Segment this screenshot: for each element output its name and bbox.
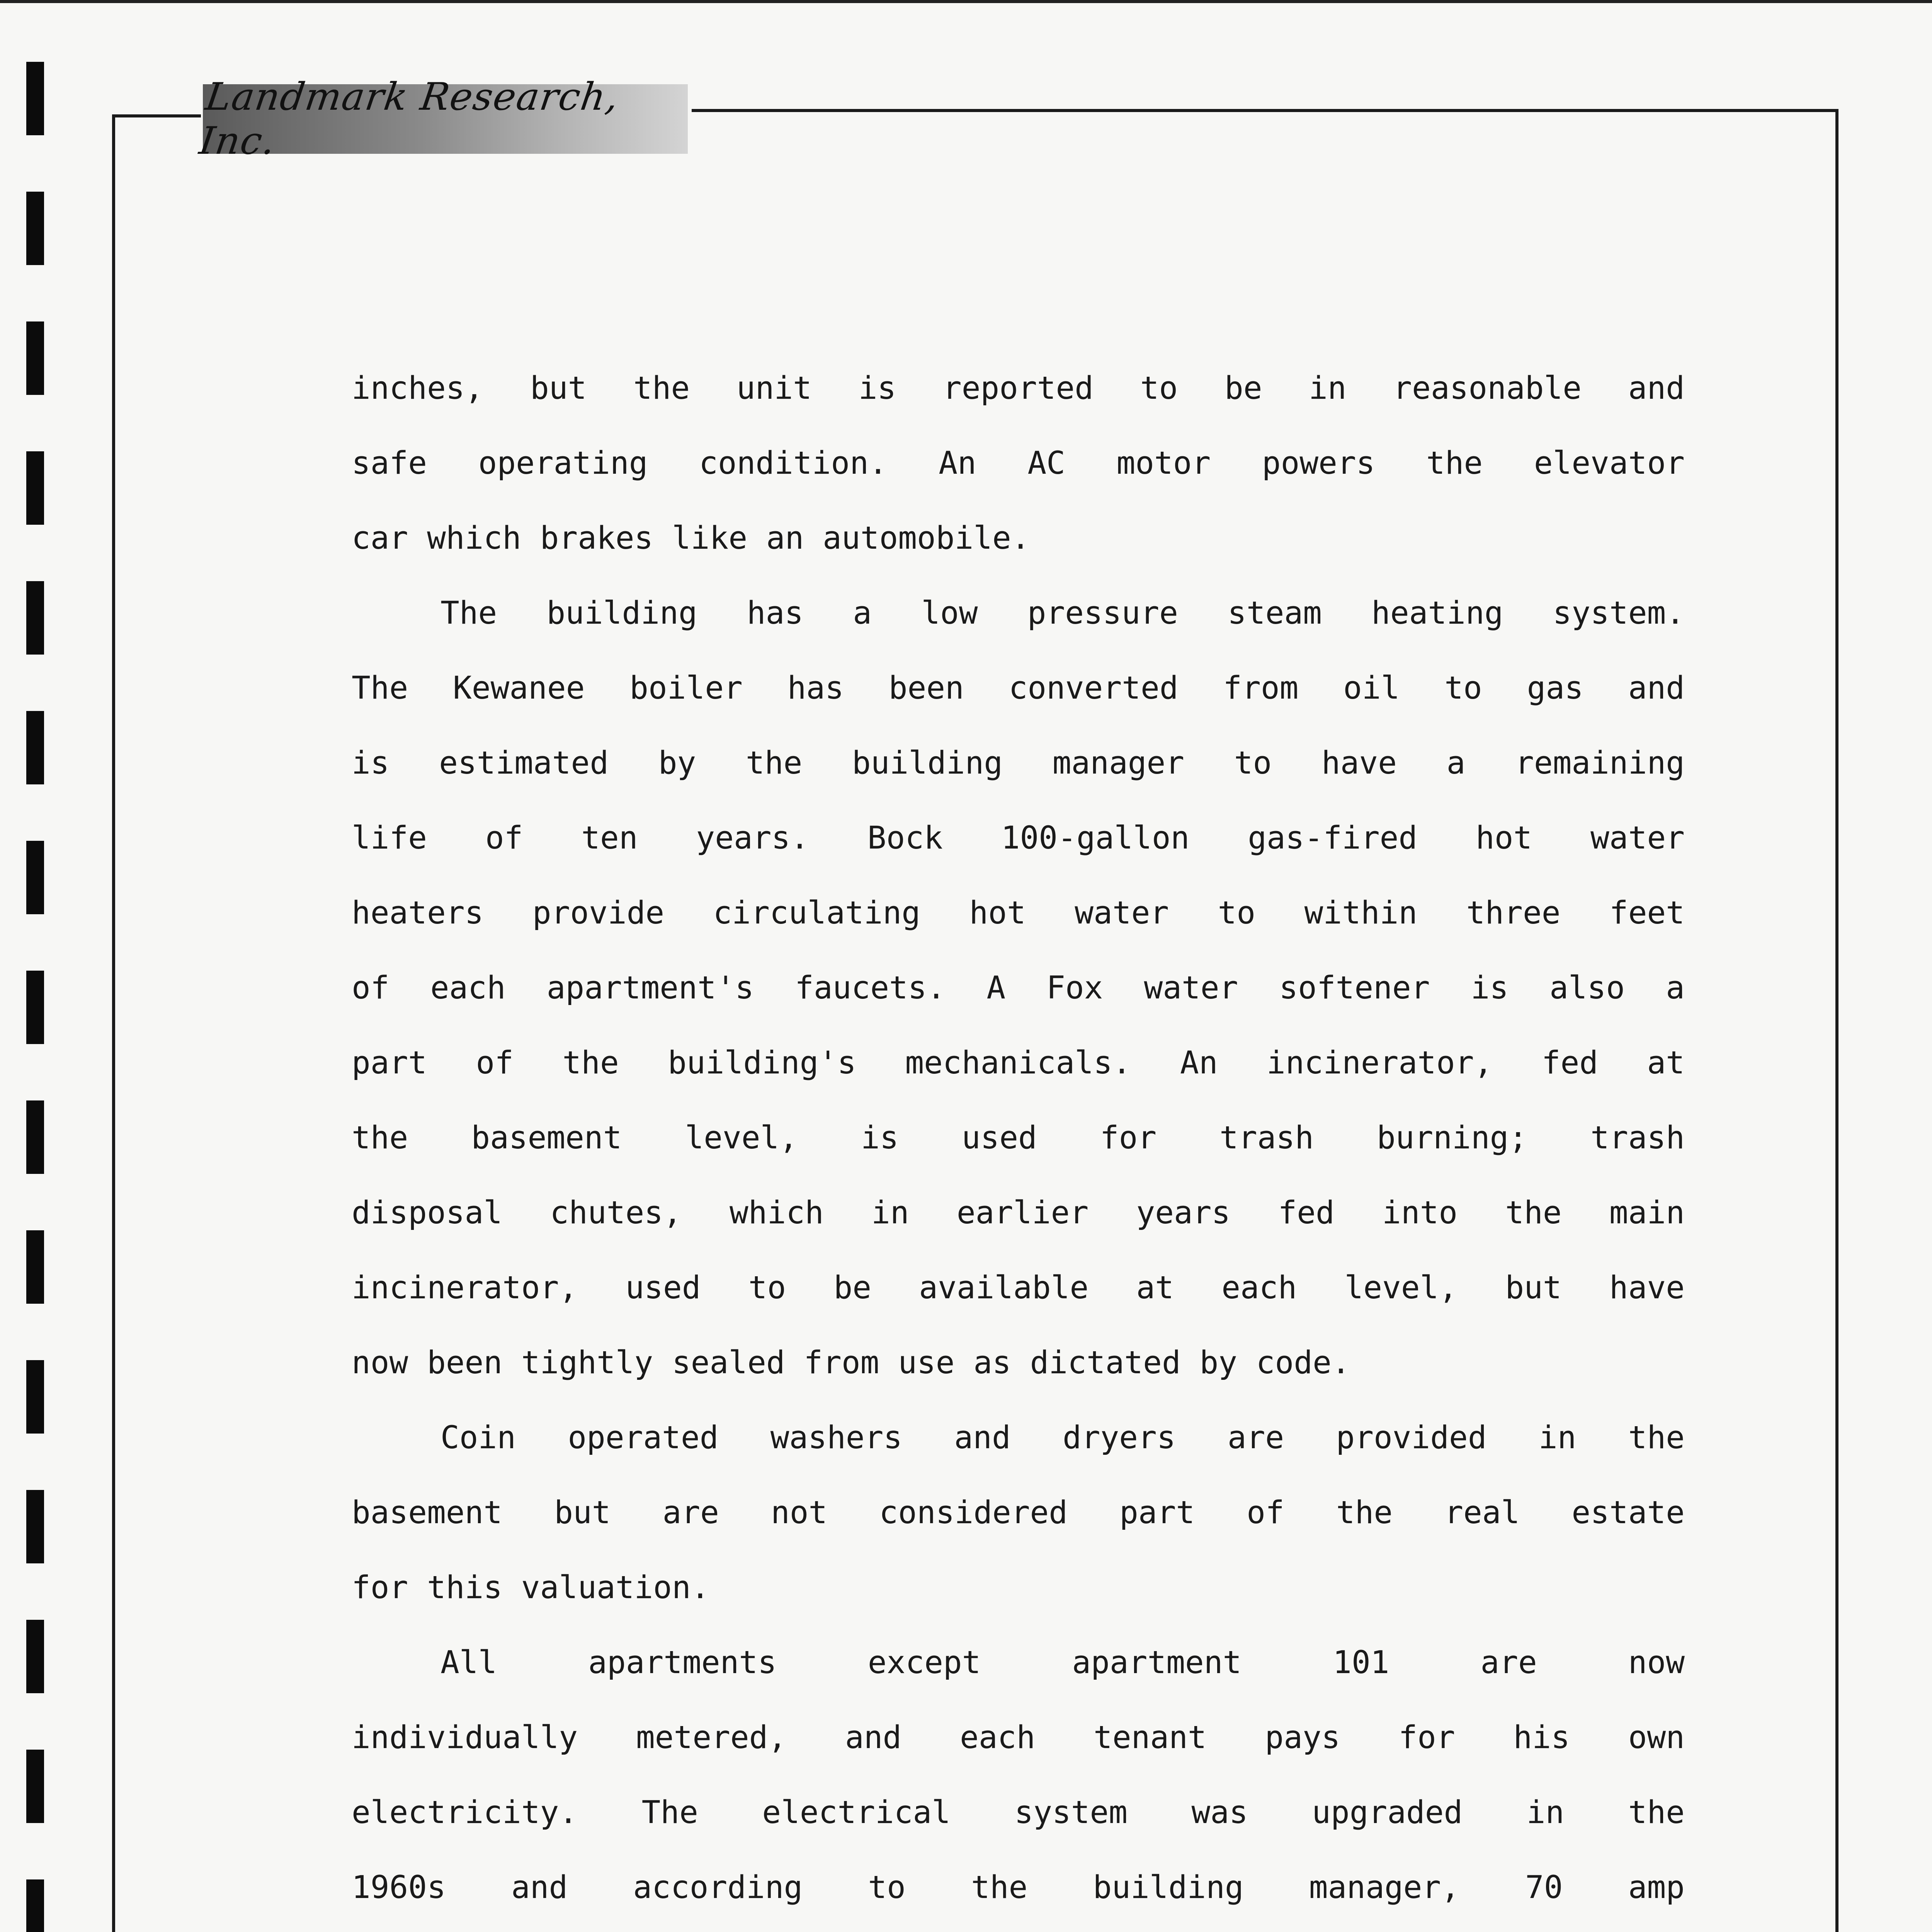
binding-hole: [26, 192, 44, 265]
text-line: inches, but the unit is reported to be in reasonable and: [352, 370, 1685, 406]
text-line: of each apartment's faucets. A Fox water softener is also a: [352, 970, 1685, 1006]
text-line: electricity. The electrical system was upgraded in the: [352, 1794, 1685, 1831]
text-line: the basement level, is used for trash burning; trash: [352, 1120, 1685, 1156]
binding-hole: [26, 1490, 44, 1563]
text-line: is estimated by the building manager to have a remaining: [352, 745, 1685, 781]
text-line: car which brakes like an automobile.: [352, 520, 1030, 556]
binding-hole: [26, 1620, 44, 1693]
text-line: disposal chutes, which in earlier years fed into the main: [352, 1195, 1685, 1231]
binding-hole: [26, 1750, 44, 1823]
binding-hole: [26, 711, 44, 784]
text-line: life of ten years. Bock 100-gallon gas-fired hot water: [352, 820, 1685, 856]
text-line: incinerator, used to be available at each level, but have: [352, 1270, 1685, 1306]
logo-text: Landmark Research, Inc.: [196, 75, 622, 163]
text-line: All apartments except apartment 101 are now: [440, 1645, 1685, 1681]
text-line: basement but are not considered part of the real estate: [352, 1495, 1685, 1531]
text-line: The Kewanee boiler has been converted from oil to gas and: [352, 670, 1685, 706]
text-line: The building has a low pressure steam heating system.: [440, 595, 1685, 631]
text-line: part of the building's mechanicals. An incinerator, fed at: [352, 1045, 1685, 1081]
binding-hole: [26, 451, 44, 525]
frame-line: [112, 114, 115, 1932]
binding-hole: [26, 841, 44, 914]
frame-line: [112, 114, 201, 117]
binding-hole: [26, 1879, 44, 1932]
page-top-edge: [0, 0, 1932, 3]
text-line: Coin operated washers and dryers are provided in the: [440, 1420, 1685, 1456]
text-line: 1960s and according to the building manager, 70 amp: [352, 1869, 1685, 1906]
text-line: safe operating condition. An AC motor powers the elevator: [352, 445, 1685, 481]
text-line: heaters provide circulating hot water to within three feet: [352, 895, 1685, 931]
binding-hole: [26, 321, 44, 395]
binding-hole: [26, 1100, 44, 1174]
binding-hole: [26, 971, 44, 1044]
binding-hole: [26, 1360, 44, 1434]
binding-hole: [26, 62, 44, 135]
frame-line: [1835, 109, 1838, 1932]
text-line: now been tightly sealed from use as dictated by code.: [352, 1345, 1350, 1381]
frame-line: [692, 109, 1838, 112]
text-line: individually metered, and each tenant pays for his own: [352, 1719, 1685, 1756]
text-line: for this valuation.: [352, 1570, 710, 1606]
binding-hole: [26, 581, 44, 655]
binding-holes: [26, 62, 44, 1932]
binding-hole: [26, 1230, 44, 1304]
company-logo: [196, 75, 688, 163]
